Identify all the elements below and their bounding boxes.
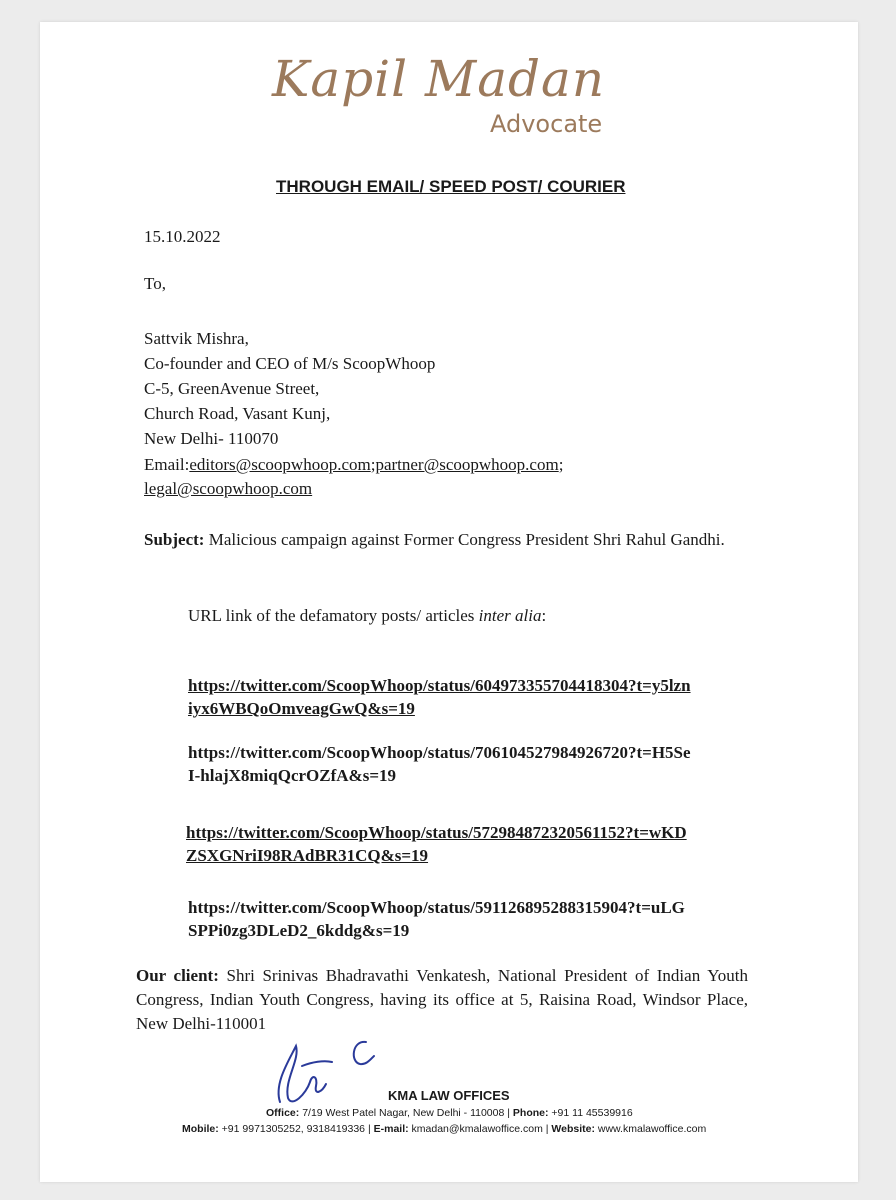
recipient-address-1: C-5, GreenAvenue Street, [144, 379, 320, 398]
letter-date: 15.10.2022 [144, 227, 221, 246]
recipient-designation: Co-founder and CEO of M/s ScoopWhoop [144, 354, 436, 373]
email-link-editors[interactable]: editors@scoopwhoop.com [189, 455, 371, 474]
email-separator: ; [370, 455, 376, 474]
recipient-email-line [144, 455, 563, 475]
url-link-2[interactable] [188, 741, 691, 787]
url-intro-colon: : [541, 606, 547, 625]
footer-separator: | [367, 1123, 371, 1135]
url-intro [188, 606, 546, 626]
subject-text: Malicious campaign against Former Congress President Shri Rahul Gandhi. [208, 530, 725, 549]
footer-email[interactable]: kmadan@kmalawoffice.com [411, 1123, 543, 1135]
recipient-email-line-2 [144, 479, 312, 499]
footer-separator: | [545, 1123, 549, 1135]
url-link-1[interactable] [188, 674, 691, 720]
url-link-4-line-1[interactable]: https://twitter.com/ScoopWhoop/status/591126895288315904?t=uLG [188, 898, 685, 917]
url-link-4[interactable] [188, 896, 685, 942]
url-intro-text: URL link of the defamatory posts/ articles [188, 606, 475, 625]
url-link-1-line-2[interactable]: iyx6WBQoOmveagGwQ&s=19 [188, 699, 415, 718]
email-link-partner[interactable]: partner@scoopwhoop.com [375, 455, 559, 474]
letter-page [40, 22, 858, 1182]
footer-website[interactable]: www.kmalawoffice.com [597, 1123, 707, 1135]
recipient-name: Sattvik Mishra, [144, 329, 249, 348]
footer-contact-line [182, 1123, 706, 1135]
url-link-2-line-1[interactable]: https://twitter.com/ScoopWhoop/status/706104527984926720?t=H5Se [188, 743, 691, 762]
signature-image [266, 1032, 386, 1116]
letterhead-name: Kapil Madan [272, 50, 606, 108]
footer-phone: +91 11 45539916 [551, 1107, 633, 1119]
url-link-3-line-2[interactable]: ZSXGNriI98RAdBR31CQ&s=19 [186, 846, 429, 865]
subject-label: Subject: [144, 530, 205, 549]
url-intro-emphasis: inter alia [478, 606, 542, 625]
url-link-4-line-2[interactable]: SPPi0zg3DLeD2_6kddg&s=19 [188, 921, 410, 940]
footer-website-label: Website: [551, 1123, 595, 1135]
url-link-1-line-1[interactable]: https://twitter.com/ScoopWhoop/status/604973355704418304?t=y5lzn [188, 676, 691, 695]
client-text: Shri Srinivas Bhadravathi Venkatesh, National President of Indian Youth Congress, Indian Youth Congress, having its office at 5, Raisina Road, Windsor Place, New Delhi-110001 [136, 966, 748, 1033]
footer-office: 7/19 West Patel Nagar, New Delhi - 110008 [302, 1107, 505, 1119]
client-label: Our client: [136, 966, 219, 985]
url-link-3-line-1[interactable]: https://twitter.com/ScoopWhoop/status/572984872320561152?t=wKD [186, 823, 687, 842]
email-separator-end: ; [558, 455, 564, 474]
subject-paragraph [144, 528, 748, 552]
letter-heading: THROUGH EMAIL/ SPEED POST/ COURIER [276, 177, 626, 196]
client-paragraph [136, 964, 748, 1036]
recipient-address-3: New Delhi- 110070 [144, 429, 279, 448]
footer-mobile: +91 9971305252, 9318419336 [221, 1123, 366, 1135]
letterhead-title: Advocate [490, 110, 603, 138]
salutation: To, [144, 274, 166, 293]
footer-office-label: Office: [266, 1107, 300, 1119]
email-label: Email: [144, 455, 190, 474]
recipient-address-2: Church Road, Vasant Kunj, [144, 404, 331, 423]
footer-phone-label: Phone: [512, 1107, 549, 1119]
email-link-legal[interactable]: legal@scoopwhoop.com [144, 479, 313, 498]
footer-separator: | [507, 1107, 510, 1119]
footer-mobile-label: Mobile: [182, 1123, 219, 1135]
url-link-3[interactable] [186, 821, 687, 867]
footer-office-line [266, 1107, 633, 1119]
footer-firm-name: KMA LAW OFFICES [388, 1088, 510, 1103]
url-link-2-line-2[interactable]: I-hlajX8miqQcrOZfA&s=19 [188, 766, 397, 785]
footer-email-label: E-mail: [373, 1123, 409, 1135]
